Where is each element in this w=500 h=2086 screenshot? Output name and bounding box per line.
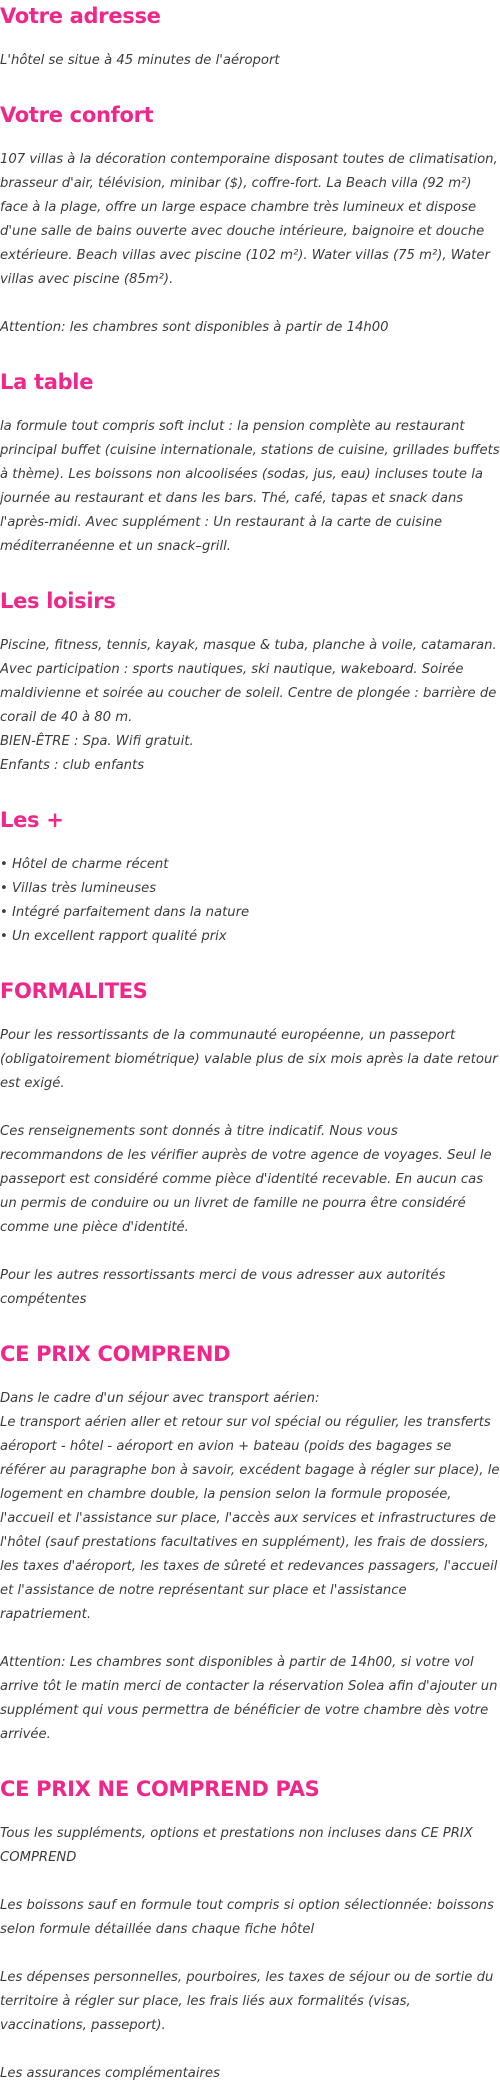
plus-list <box>0 853 500 949</box>
section-content-formalites <box>0 1024 500 1312</box>
formalites-paragraph-3: Pour les autres ressortissants merci de vous adresser aux autorités compétentes <box>0 1268 446 1307</box>
section-title-loisirs: Les loisirs <box>0 589 116 613</box>
loisirs-paragraph-2: BIEN-ÊTRE : Spa. Wifi gratuit. <box>0 734 194 749</box>
comprend-paragraph-1: Dans le cadre d'un séjour avec transport aérien: <box>0 1391 320 1406</box>
formalites-paragraph-2: Ces renseignements sont donnés à titre indicatif. Nous vous recommandons de les vérifier auprès de votre agence de voyages. Seul le passeport est considéré comme pièce d'identité recevable. En aucun cas un permis de conduire ou un livret de famille ne pourra être considéré comme une pièce d'identité. <box>0 1124 492 1235</box>
comprend-paragraph-3: Attention: Les chambres sont disponibles à partir de 14h00, si votre vol arrive tôt le matin merci de contacter la réservation Solea afin d'ajouter un supplément qui vous permettra de bénéficier de votre chambre dès votre arrivée. <box>0 1655 498 1742</box>
ne-comprend-paragraph-3: Les dépenses personnelles, pourboires, les taxes de séjour ou de sortie du territoire à régler sur place, les frais liés aux formalités (visas, vaccinations, passeport). <box>0 1970 494 2033</box>
section-content-table <box>0 415 500 559</box>
section-title-plus: Les + <box>0 808 64 832</box>
list-item: • Intégré parfaitement dans la nature <box>0 905 250 920</box>
list-item: • Un excellent rapport qualité prix <box>0 929 227 944</box>
section-content-loisirs <box>0 634 500 778</box>
section-title-comprend: CE PRIX COMPREND <box>0 1342 231 1366</box>
section-title-formalites: FORMALITES <box>0 979 148 1003</box>
comprend-paragraph-2: Le transport aérien aller et retour sur vol spécial ou régulier, les transferts aéroport - hôtel - aéroport en avion + bateau (poids des bagages se référer au paragraphe bon à savoir, excédent bagage à régler sur place), le logement en chambre double, la pension selon la formule proposée, l'accueil et l'assistance sur place, l'accès aux services et infrastructures de l'hôtel (sauf prestations facultatives en supplément), les frais de dossiers, les taxes d'aéroport, les taxes de sûreté et redevances passagers, l'accueil et l'assistance de notre représentant sur place et l'assistance rapatriement. <box>0 1415 500 1622</box>
table-text: la formule tout compris soft inclut : la pension complète au restaurant principal buffet (cuisine internationale, stations de cuisine, grillades buffets à thème). Les boissons non alcoolisées (sodas, jus, eau) incluses toute la journée au restaurant et dans les bars. Thé, café, tapas et snack dans l'après-midi. Avec supplément : Un restaurant à la carte de cuisine méditerranéenne et un snack–grill. <box>0 419 500 554</box>
section-table <box>0 368 500 559</box>
section-content-adresse <box>0 49 500 73</box>
list-item: • Villas très lumineuses <box>0 881 157 896</box>
ne-comprend-paragraph-4: Les assurances complémentaires <box>0 2066 220 2081</box>
section-title-table: La table <box>0 370 94 394</box>
section-content-ne-comprend <box>0 1822 500 2086</box>
section-content-comprend <box>0 1387 500 1747</box>
confort-paragraph-2: Attention: les chambres sont disponibles à partir de 14h00 <box>0 320 389 335</box>
section-title-ne-comprend: CE PRIX NE COMPREND PAS <box>0 1777 320 1801</box>
ne-comprend-paragraph-1: Tous les suppléments, options et prestations non incluses dans CE PRIX COMPREND <box>0 1826 473 1865</box>
section-confort <box>0 101 500 340</box>
loisirs-paragraph-1: Piscine, fitness, tennis, kayak, masque & tuba, planche à voile, catamaran. Avec participation : sports nautiques, ski nautique, wakeboard. Soirée maldivienne et soirée au coucher de soleil. Centre de plongée : barrière de corail de 40 à 80 m. <box>0 638 497 725</box>
confort-paragraph-1: 107 villas à la décoration contemporaine disposant toutes de climatisation, brasseur d'air, télévision, minibar ($), coffre-fort. La Beach villa (92 m²) face à la plage, offre un large espace chambre très lumineux et dispose d'une salle de bains ouverte avec douche intérieure, baignoire et douche extérieure. Beach villas avec piscine (102 m²). Water villas (75 m²), Water villas avec piscine (85m²). <box>0 152 498 287</box>
section-formalites <box>0 977 500 1312</box>
section-content-confort <box>0 148 500 340</box>
loisirs-paragraph-3: Enfants : club enfants <box>0 758 145 773</box>
section-title-adresse: Votre adresse <box>0 4 161 28</box>
section-ne-comprend <box>0 1775 500 2086</box>
section-adresse <box>0 0 500 73</box>
section-loisirs <box>0 587 500 778</box>
list-item: • Hôtel de charme récent <box>0 857 169 872</box>
section-comprend <box>0 1340 500 1747</box>
section-content-plus <box>0 853 500 949</box>
formalites-paragraph-1: Pour les ressortissants de la communauté européenne, un passeport (obligatoirement biométrique) valable plus de six mois après la date retour est exigé. <box>0 1028 498 1091</box>
section-plus <box>0 806 500 949</box>
adresse-text: L'hôtel se situe à 45 minutes de l'aéroport <box>0 53 280 68</box>
section-title-confort: Votre confort <box>0 103 154 127</box>
ne-comprend-paragraph-2: Les boissons sauf en formule tout compris si option sélectionnée: boissons selon formule détaillée dans chaque fiche hôtel <box>0 1898 494 1937</box>
